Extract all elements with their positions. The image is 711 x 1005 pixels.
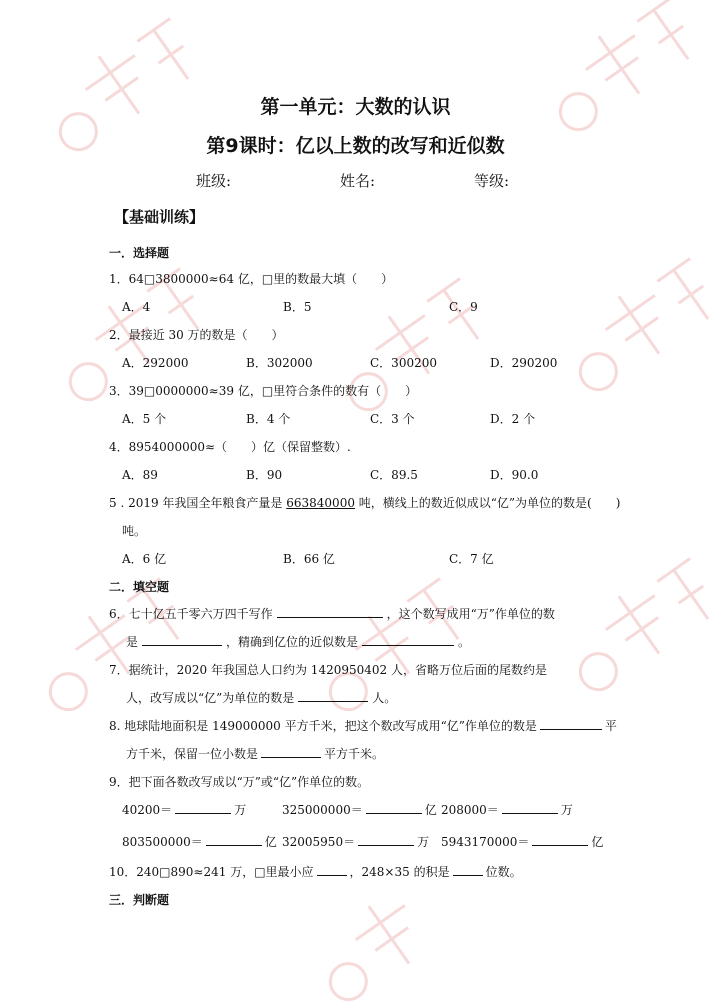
q9-unit: 万 — [560, 803, 573, 817]
q4-option-d: D．90.0 — [490, 468, 539, 482]
q2-option-c: C．300200 — [370, 356, 437, 370]
q5-text-pre: 5 . 2019 年我国全年粮食产量是 — [109, 496, 287, 510]
q7-text-3: 人。 — [372, 691, 397, 705]
q9-item-5 — [282, 833, 429, 850]
q2-option-d: D．290200 — [490, 356, 558, 370]
q9-blank[interactable] — [358, 833, 414, 846]
q8-blank-2[interactable] — [261, 745, 321, 758]
q9-item-2 — [282, 801, 437, 818]
q4-option-a: A．89 — [122, 468, 158, 482]
q9-blank[interactable] — [366, 801, 422, 814]
q6-text-1: 6．七十亿五千零六万四千写作 — [109, 607, 273, 621]
q9-unit: 万 — [234, 803, 247, 817]
q6-blank-3[interactable] — [362, 633, 454, 646]
q10-text-1: 10．240□890≈241 万，□里最小应 — [109, 865, 314, 879]
question-10 — [109, 863, 522, 880]
q9-item-4 — [122, 833, 277, 850]
page-title: 第一单元：大数的认识 — [260, 96, 451, 118]
question-8-line-2 — [126, 745, 384, 762]
q5-option-b: B．66 亿 — [283, 552, 335, 566]
q9-blank[interactable] — [206, 833, 262, 846]
q6-text-5: 。 — [458, 635, 471, 649]
q5-underlined-number: 663840000 — [286, 496, 355, 510]
q10-text-2: ，248×35 的积是 — [349, 865, 450, 879]
q6-blank-2[interactable] — [142, 633, 222, 646]
lesson-subtitle: 第9课时：亿以上数的改写和近似数 — [206, 135, 505, 157]
grade-label: 等级: — [474, 172, 510, 190]
q1-option-b: B．5 — [283, 300, 312, 314]
q6-text-4: ，精确到亿位的近似数是 — [226, 635, 359, 649]
q9-blank[interactable] — [175, 801, 231, 814]
q8-text-4: 平方千米。 — [324, 747, 385, 761]
q9-item-3 — [441, 801, 573, 818]
q3-option-c: C．3 个 — [370, 412, 415, 426]
q2-option-a: A．292000 — [122, 356, 189, 370]
q9-unit: 万 — [417, 835, 430, 849]
q6-blank-1[interactable] — [277, 605, 383, 618]
q8-text-3: 方千米，保留一位小数是 — [126, 747, 259, 761]
q9-item-1 — [122, 801, 246, 818]
section-judge: 三．判断题 — [109, 893, 170, 907]
question-4: 4．8954000000≈（ ）亿（保留整数）. — [109, 440, 351, 454]
q1-option-c: C．9 — [449, 300, 478, 314]
question-3: 3．39□0000000≈39 亿，□里符合条件的数有（ ） — [109, 384, 418, 398]
q4-option-b: B．90 — [246, 468, 283, 482]
question-9: 9．把下面各数改写成以“万”或“亿”作单位的数。 — [109, 775, 370, 789]
question-1: 1．64□3800000≈64 亿，□里的数最大填（ ） — [109, 272, 394, 286]
q9-unit: 亿 — [264, 835, 277, 849]
class-label: 班级: — [196, 172, 232, 190]
q8-text-1: 8. 地球陆地面积是 149000000 平方千米，把这个数改写成用“亿”作单位的数是 — [109, 719, 537, 733]
q9-blank[interactable] — [532, 833, 588, 846]
q9-number: 32005950＝ — [282, 835, 356, 849]
q3-option-a: A．5 个 — [122, 412, 167, 426]
q8-blank-1[interactable] — [540, 717, 602, 730]
q7-blank-2[interactable] — [298, 689, 368, 702]
q5-option-a: A．6 亿 — [122, 552, 167, 566]
q5-line-2: 吨。 — [122, 524, 147, 538]
q9-number: 208000＝ — [441, 803, 499, 817]
section-fill: 二．填空题 — [109, 580, 170, 594]
name-label: 姓名: — [340, 172, 376, 190]
q6-text-2: ，这个数写成用“万”作单位的数 — [386, 607, 555, 621]
q9-number: 40200＝ — [122, 803, 173, 817]
q9-unit: 亿 — [591, 835, 604, 849]
q5-text-post: 吨，横线上的数近似成以“亿”为单位的数是( ) — [354, 496, 621, 510]
q8-text-2: 平 — [604, 719, 617, 733]
q6-text-3: 是 — [126, 635, 139, 649]
question-7: 7．据统计，2020 年我国总人口约为 1420950402 人，省略万位后面的尾数约是 — [109, 663, 547, 677]
q7-text-2: 人，改写成以“亿”为单位的数是 — [126, 691, 295, 705]
q9-blank[interactable] — [502, 801, 558, 814]
question-5 — [109, 494, 620, 511]
q10-blank-1[interactable] — [317, 863, 347, 876]
q10-text-3: 位数。 — [485, 865, 522, 879]
question-7-line-2 — [126, 689, 396, 706]
q2-option-b: B．302000 — [246, 356, 313, 370]
q5-option-c: C．7 亿 — [449, 552, 494, 566]
question-6 — [109, 605, 555, 622]
q3-option-d: D．2 个 — [490, 412, 536, 426]
q9-item-6 — [441, 833, 603, 850]
q3-option-b: B．4 个 — [246, 412, 291, 426]
section-heading: 【基础训练】 — [114, 208, 205, 226]
q9-unit: 亿 — [424, 803, 437, 817]
question-6-line-2 — [126, 633, 470, 650]
q9-number: 325000000＝ — [282, 803, 363, 817]
section-choice: 一．选择题 — [109, 246, 170, 260]
q10-blank-2[interactable] — [453, 863, 483, 876]
q1-option-a: A．4 — [122, 300, 151, 314]
q4-option-c: C．89.5 — [370, 468, 418, 482]
q9-number: 803500000＝ — [122, 835, 203, 849]
q9-number: 5943170000＝ — [441, 835, 530, 849]
question-2: 2．最接近 30 万的数是（ ） — [109, 328, 284, 342]
question-8 — [109, 717, 617, 734]
